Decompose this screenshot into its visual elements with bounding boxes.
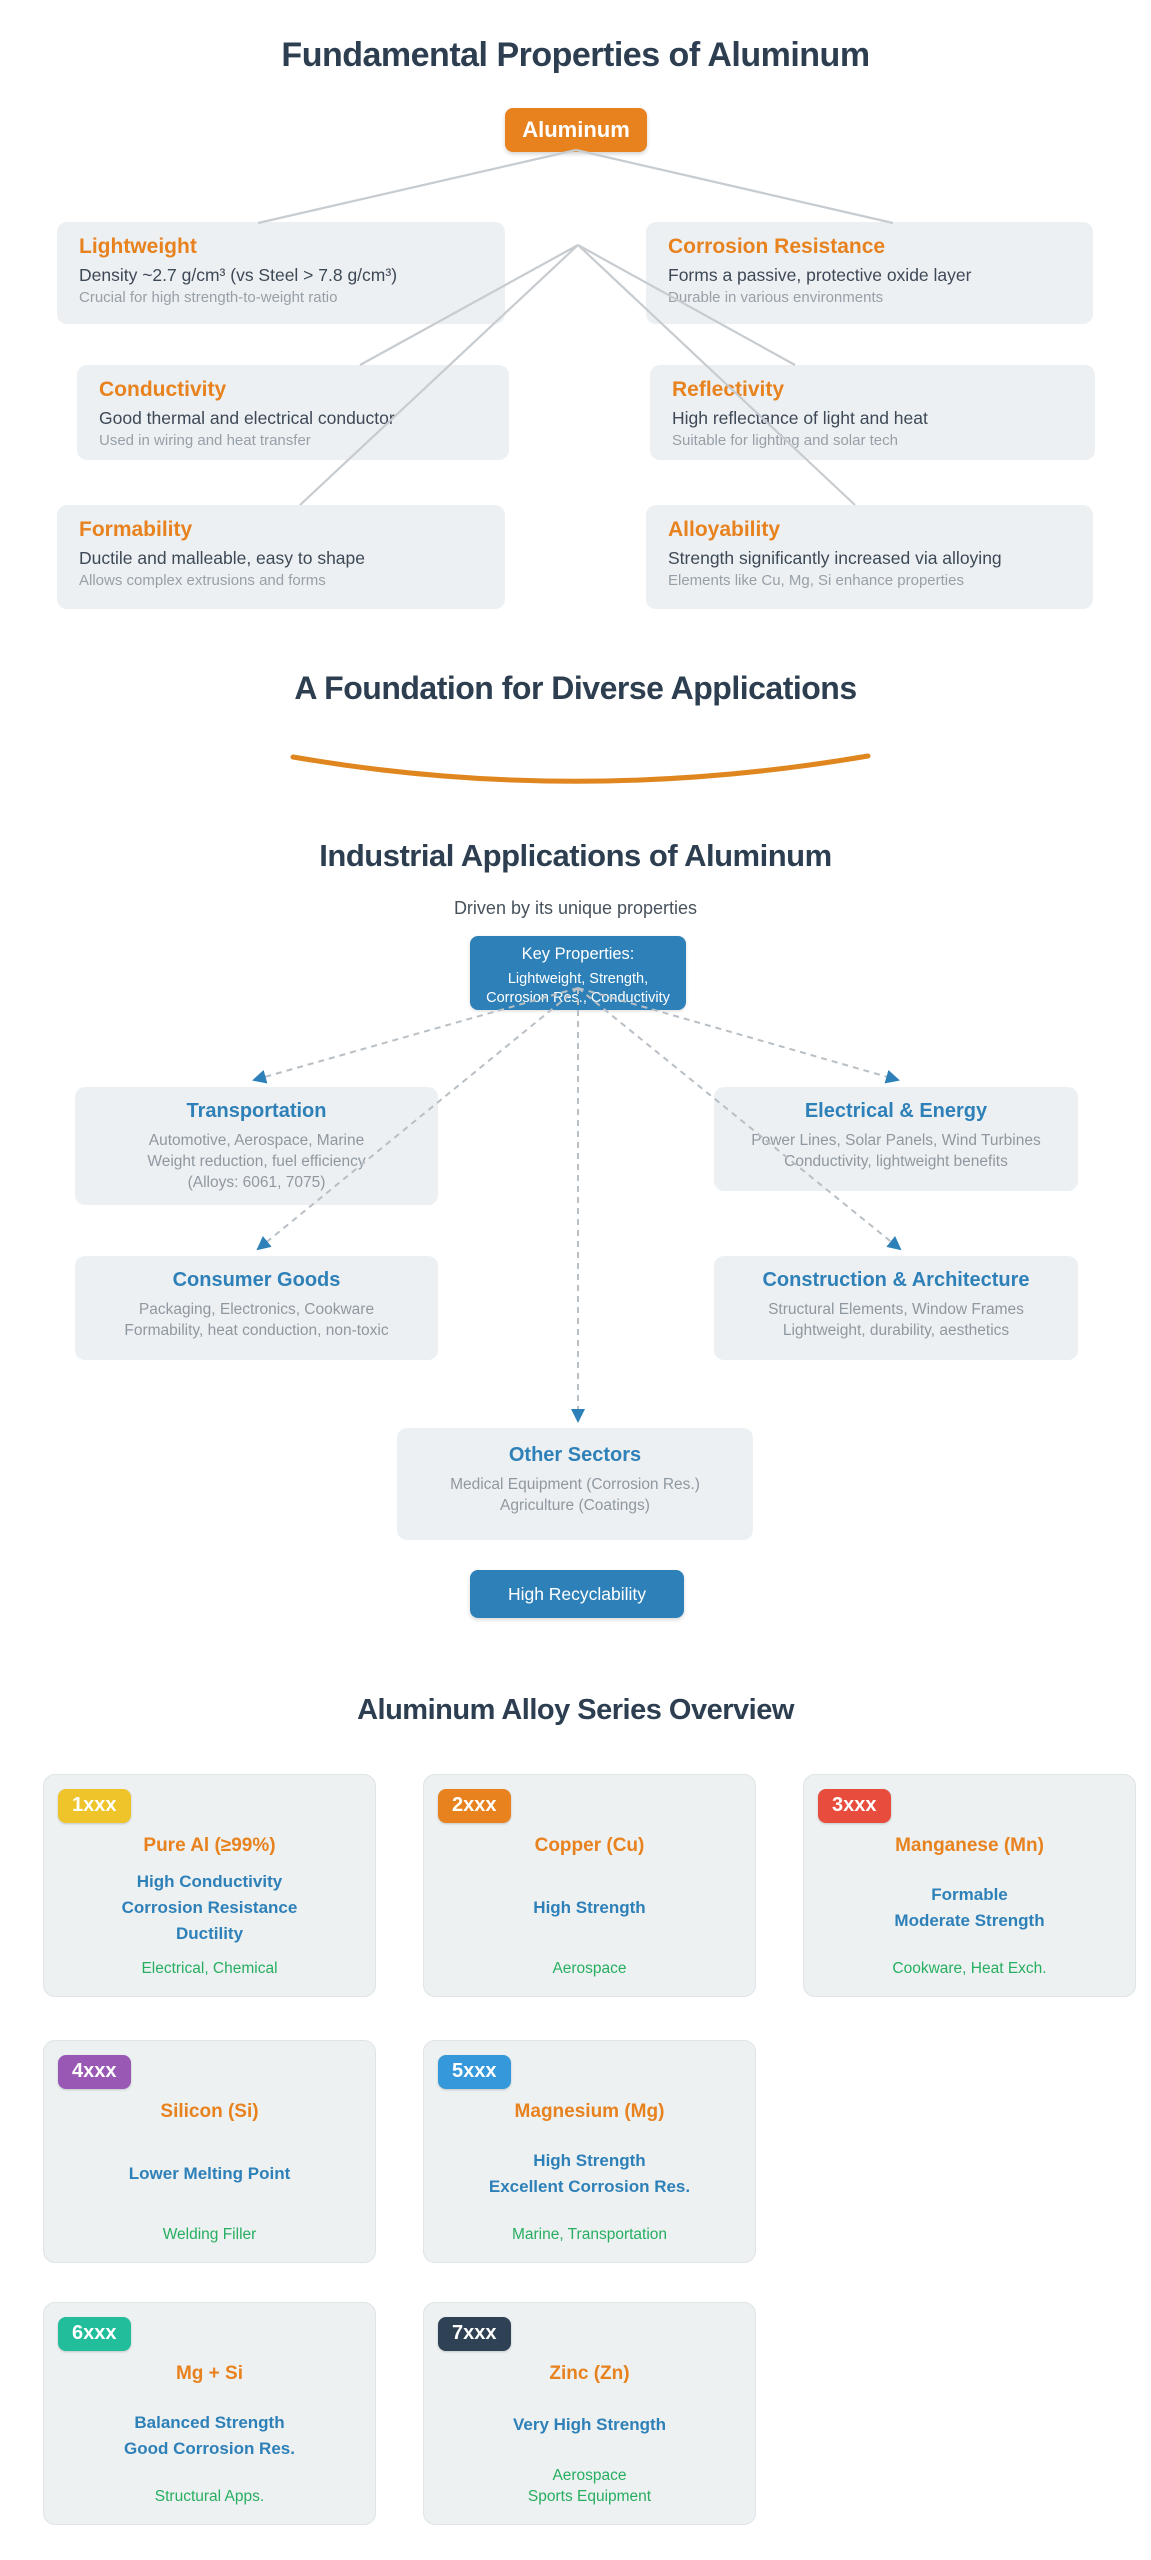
alloy-prop: High Strength <box>533 2150 646 2170</box>
alloy-use: Electrical, Chemical <box>141 1960 278 1978</box>
property-note: Allows complex extrusions and forms <box>79 572 326 589</box>
alloy-prop: Lower Melting Point <box>128 2163 291 2183</box>
app-line: Medical Equipment (Corrosion Res.) <box>450 1476 700 1493</box>
key-node-line2: Lightweight, Strength, <box>507 971 649 987</box>
app-line: (Alloys: 6061, 7075) <box>187 1174 326 1192</box>
app-title: Electrical & Energy <box>804 1100 988 1122</box>
alloy-prop: Formable <box>931 1884 1008 1904</box>
property-box-corrosion <box>646 222 1093 324</box>
section3-title: Aluminum Alloy Series Overview <box>357 1694 794 1726</box>
app-title: Construction & Architecture <box>762 1269 1030 1291</box>
alloy-uses <box>818 1959 1121 1980</box>
series-badge: 4xxx <box>58 2055 131 2089</box>
property-note: Crucial for high strength-to-weight ratio <box>79 289 338 306</box>
alloy-use: Marine, Transportation <box>511 2226 668 2244</box>
series-badge: 5xxx <box>438 2055 511 2089</box>
app-line: Formability, heat conduction, non-toxic <box>124 1322 389 1340</box>
alloy-card-5xxx <box>423 2040 756 2263</box>
alloy-uses <box>58 2225 361 2246</box>
property-note: Suitable for lighting and solar tech <box>672 432 898 449</box>
property-title: Corrosion Resistance <box>668 235 886 258</box>
alloy-element: Magnesium (Mg) <box>514 2101 665 2122</box>
property-title: Formability <box>79 518 193 541</box>
alloy-properties <box>58 2123 361 2225</box>
series-badge: 2xxx <box>438 1789 511 1823</box>
alloy-properties <box>818 1857 1121 1959</box>
alloy-card-6xxx <box>43 2302 376 2525</box>
property-desc: Good thermal and electrical conductor <box>99 408 395 428</box>
alloy-element: Copper (Cu) <box>534 1835 645 1856</box>
app-box-electrical-energy <box>714 1087 1078 1191</box>
app-line: Lightweight, durability, aesthetics <box>782 1322 1010 1340</box>
property-title: Reflectivity <box>672 378 785 401</box>
series-badge: 6xxx <box>58 2317 131 2351</box>
alloy-properties <box>58 1857 361 1959</box>
property-note: Used in wiring and heat transfer <box>99 432 311 449</box>
alloy-prop: Good Corrosion Res. <box>124 2439 295 2459</box>
alloy-card-2xxx <box>423 1774 756 1997</box>
alloy-element: Silicon (Si) <box>160 2101 259 2122</box>
alloy-uses <box>58 2487 361 2508</box>
alloy-use: Sports Equipment <box>527 2488 652 2506</box>
alloy-prop: Very High Strength <box>512 2415 667 2435</box>
alloy-use: Welding Filler <box>162 2226 257 2244</box>
section1-title: Fundamental Properties of Aluminum <box>281 36 870 74</box>
property-title: Lightweight <box>79 235 197 258</box>
alloy-element: Mg + Si <box>175 2363 244 2384</box>
property-title: Conductivity <box>99 378 227 401</box>
series-badge: 3xxx <box>818 1789 891 1823</box>
app-line: Structural Elements, Window Frames <box>768 1301 1024 1318</box>
property-box-alloyability <box>646 505 1093 609</box>
section2-title: Industrial Applications of Aluminum <box>319 838 832 873</box>
high-recyclability-node: High Recyclability <box>470 1570 684 1618</box>
property-box-reflectivity <box>650 365 1095 460</box>
app-line: Automotive, Aerospace, Marine <box>148 1132 365 1149</box>
alloy-element: Pure Al (≥99%) <box>143 1835 276 1856</box>
divider-curve <box>293 756 868 781</box>
alloy-uses <box>438 2466 741 2508</box>
app-title: Transportation <box>186 1100 327 1122</box>
property-desc: Forms a passive, protective oxide layer <box>668 265 972 285</box>
alloy-element: Zinc (Zn) <box>549 2363 630 2384</box>
property-box-lightweight <box>57 222 505 324</box>
app-box-construction-architecture <box>714 1256 1078 1360</box>
alloy-properties <box>438 2385 741 2466</box>
key-node-heading: Key Properties: <box>521 945 635 963</box>
alloy-properties <box>58 2385 361 2487</box>
property-note: Durable in various environments <box>668 289 884 306</box>
app-box-consumer-goods <box>75 1256 438 1360</box>
alloy-use: Aerospace <box>552 1960 627 1978</box>
property-desc: High reflectance of light and heat <box>672 408 928 428</box>
alloy-use: Aerospace <box>552 2467 627 2485</box>
alloy-properties <box>438 1857 741 1959</box>
app-box-other-sectors <box>397 1428 753 1540</box>
alloy-properties <box>438 2123 741 2225</box>
property-note: Elements like Cu, Mg, Si enhance properties <box>668 572 964 589</box>
property-box-formability <box>57 505 505 609</box>
alloy-prop: Excellent Corrosion Res. <box>488 2177 691 2197</box>
alloy-prop: High Conductivity <box>136 1871 283 1891</box>
alloy-uses <box>58 1959 361 1980</box>
app-line: Agriculture (Coatings) <box>500 1497 650 1515</box>
property-title: Alloyability <box>668 518 781 541</box>
series-badge: 1xxx <box>58 1789 131 1823</box>
alloy-card-3xxx <box>803 1774 1136 1997</box>
alloy-use: Cookware, Heat Exch. <box>892 1960 1047 1978</box>
alloy-card-1xxx <box>43 1774 376 1997</box>
property-box-conductivity <box>77 365 509 460</box>
alloy-prop: High Strength <box>533 1897 646 1917</box>
alloy-element: Manganese (Mn) <box>895 1835 1044 1856</box>
app-line: Packaging, Electronics, Cookware <box>138 1301 375 1318</box>
alloy-prop: Balanced Strength <box>134 2412 285 2432</box>
app-line: Power Lines, Solar Panels, Wind Turbines <box>751 1132 1041 1149</box>
app-title: Consumer Goods <box>172 1269 341 1291</box>
alloy-prop: Ductility <box>175 1924 244 1944</box>
alloy-use: Structural Apps. <box>154 2488 265 2506</box>
app-box-transportation <box>75 1087 438 1205</box>
app-line: Weight reduction, fuel efficiency <box>147 1153 366 1171</box>
divider-title: A Foundation for Diverse Applications <box>294 670 857 706</box>
section2-subtitle: Driven by its unique properties <box>453 898 698 918</box>
app-line: Conductivity, lightweight benefits <box>784 1153 1008 1171</box>
alloy-prop: Moderate Strength <box>894 1911 1045 1931</box>
key-properties-node <box>470 936 686 1010</box>
property-desc: Ductile and malleable, easy to shape <box>79 548 366 568</box>
app-title: Other Sectors <box>508 1444 642 1466</box>
alloy-card-4xxx <box>43 2040 376 2263</box>
alloy-uses <box>438 2225 741 2246</box>
alloy-uses <box>438 1959 741 1980</box>
property-desc: Strength significantly increased via alloying <box>668 548 1002 568</box>
property-desc: Density ~2.7 g/cm³ (vs Steel > 7.8 g/cm³) <box>79 265 398 285</box>
alloy-prop: Corrosion Resistance <box>121 1897 298 1917</box>
aluminum-root-node: Aluminum <box>505 108 647 152</box>
alloy-card-7xxx <box>423 2302 756 2525</box>
key-node-line3: Corrosion Res., Conductivity <box>486 989 670 1006</box>
series-badge: 7xxx <box>438 2317 511 2351</box>
